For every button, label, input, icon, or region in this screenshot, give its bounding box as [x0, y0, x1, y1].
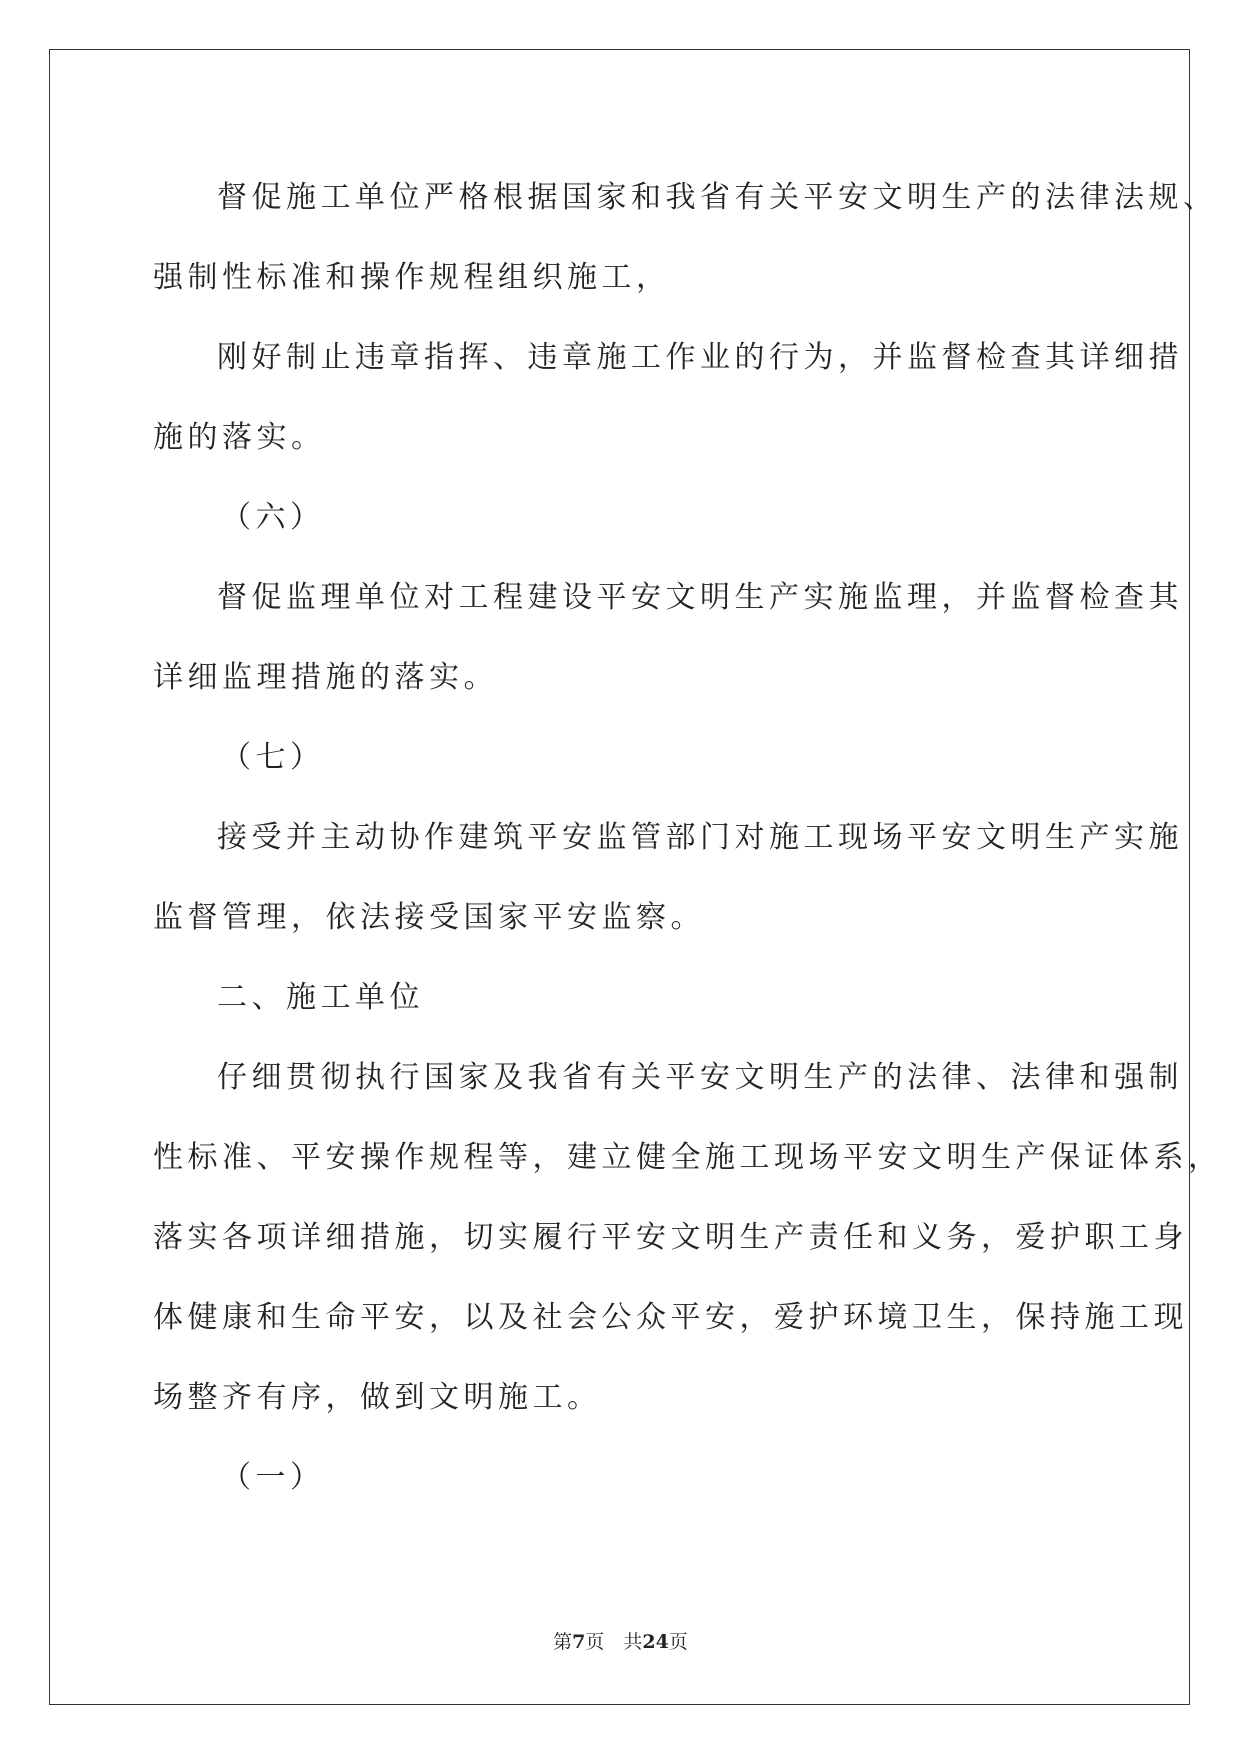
section-number: （一） — [221, 1460, 325, 1495]
text-line: 性标准、平安操作规程等，建立健全施工现场平安文明生产保证体系， — [153, 1140, 1223, 1175]
text-line: 体健康和生命平安，以及社会公众平安，爱护环境卫生，保持施工现 — [153, 1300, 1188, 1335]
text-line: 场整齐有序，做到文明施工。 — [153, 1380, 602, 1415]
text-line: 监督管理，依法接受国家平安监察。 — [153, 900, 705, 935]
document-body — [153, 158, 1223, 1518]
section-heading: 二、施工单位 — [217, 980, 424, 1015]
text-line: 强制性标准和操作规程组织施工， — [153, 260, 671, 295]
page-prefix: 第 — [553, 1631, 573, 1653]
text-line: 督促施工单位严格根据国家和我省有关平安文明生产的法律法规、 — [217, 180, 1218, 215]
text-line: 督促监理单位对工程建设平安文明生产实施监理，并监督检查其 — [217, 580, 1183, 615]
text-line: 仔细贯彻执行国家及我省有关平安文明生产的法律、法律和强制 — [217, 1060, 1183, 1095]
page-mid: 页 共 — [585, 1631, 643, 1653]
page-number: 7 — [572, 1631, 586, 1653]
text-line: 施的落实。 — [153, 420, 326, 455]
text-line: 落实各项详细措施，切实履行平安文明生产责任和义务，爱护职工身 — [153, 1220, 1188, 1255]
text-line: 接受并主动协作建筑平安监管部门对施工现场平安文明生产实施 — [217, 820, 1183, 855]
text-line: 刚好制止违章指挥、违章施工作业的行为，并监督检查其详细措 — [217, 340, 1183, 375]
text-line: 详细监理措施的落实。 — [153, 660, 498, 695]
page-footer — [0, 1630, 1241, 1654]
total-pages: 24 — [642, 1631, 669, 1653]
section-number: （七） — [221, 740, 325, 775]
page-suffix: 页 — [668, 1631, 688, 1653]
section-number: （六） — [221, 500, 325, 535]
